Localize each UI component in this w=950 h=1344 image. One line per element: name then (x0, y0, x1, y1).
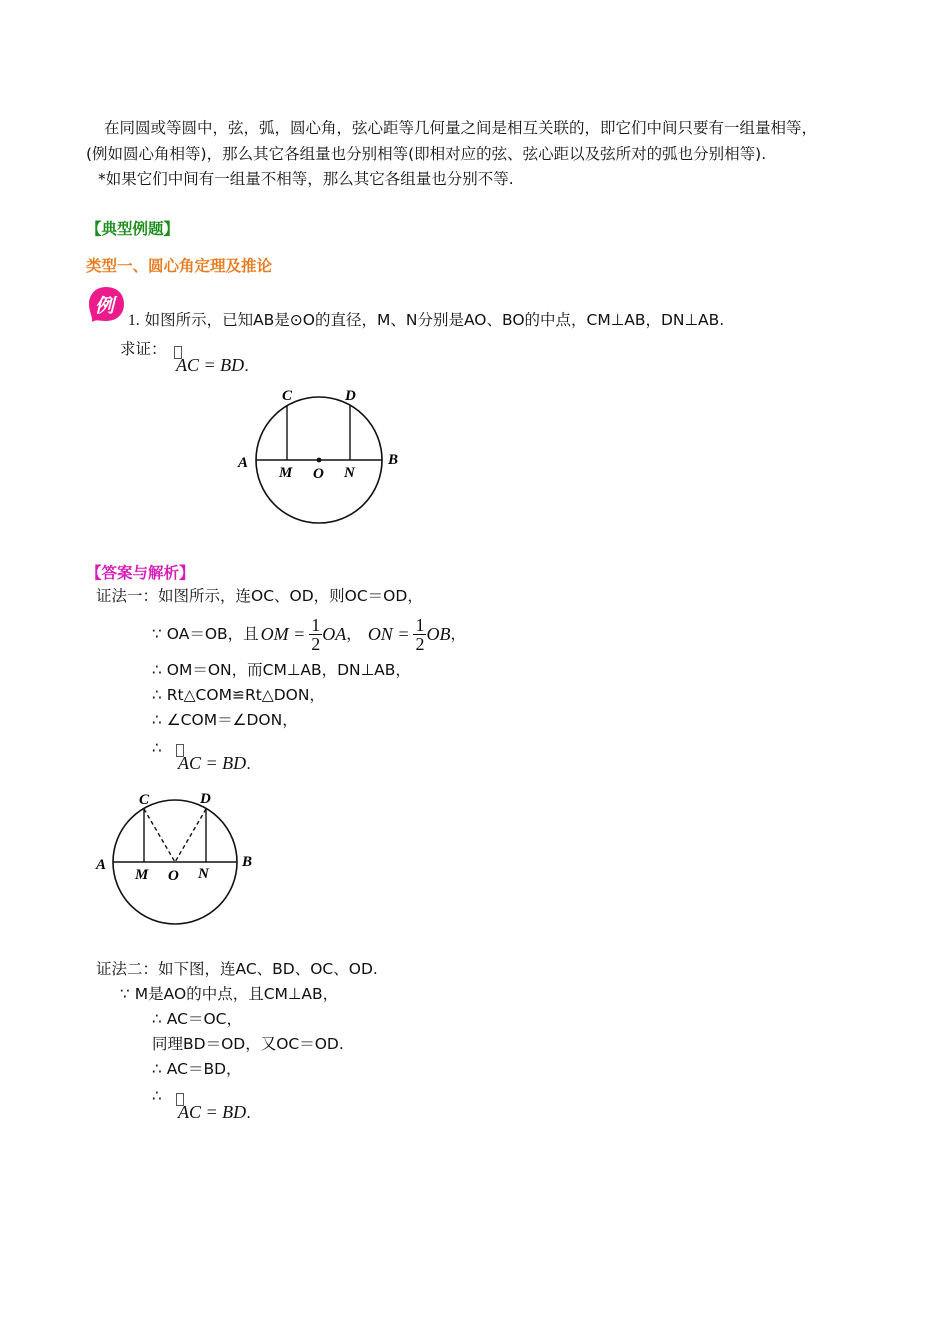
proof1-ob: OB (426, 624, 451, 644)
figure-1 (234, 380, 414, 530)
frac-num-2: 1 (415, 614, 425, 635)
frac-num-1: 1 (311, 614, 321, 635)
label-o: O (313, 466, 324, 482)
segment-oc-dashed (144, 809, 175, 862)
prove-expression (174, 346, 249, 376)
label-n: N (344, 465, 355, 481)
proof2-line-4: ∴ AC＝BD， (152, 1060, 242, 1078)
label-d: D (345, 388, 356, 404)
label-o-2: O (168, 868, 179, 884)
example-badge (86, 284, 126, 324)
frac-den-1: 2 (311, 633, 321, 654)
segment-od-dashed (175, 809, 206, 862)
intro-line-3: *如果它们中间有一组量不相等，那么其它各组量也分别不等. (98, 170, 514, 188)
figure-2 (92, 785, 262, 930)
proof1-conclusion-period: . (246, 755, 252, 773)
problem-text: 如图所示，已知AB是⊙O的直径，M、N分别是AO、BO的中点，CM⊥AB，DN⊥AB. (144, 311, 725, 329)
label-b: B (388, 452, 399, 468)
intro-line-2: (例如圆心角相等)，那么其它各组量也分别相等(即相对应的弦、弦心距以及弦所对的弧也分别相等). (86, 145, 767, 163)
label-d-2: D (200, 791, 211, 807)
frac-den-2: 2 (415, 633, 425, 654)
proof2-line-1: ∵ M是AO的中点，且CM⊥AB， (120, 985, 339, 1003)
proof1-line-4: ∴ ∠COM＝∠DON， (152, 711, 298, 729)
proof1-title: 证法一：如图所示，连OC、OD，则OC＝OD， (96, 587, 423, 605)
proof1-line-2: ∴ OM＝ON，而CM⊥AB，DN⊥AB， (152, 661, 411, 679)
label-m-2: M (135, 867, 149, 883)
proof2-line-5-prefix: ∴ (152, 1087, 162, 1105)
label-c-2: C (139, 792, 150, 808)
proof1-on: ON = (367, 624, 410, 644)
intro-line-1: 在同圆或等圆中，弦，弧，圆心角，弦心距等几何量之间是相互关联的，即它们中间只要有一组量相等， (104, 119, 818, 137)
fraction-half-2 (413, 616, 426, 653)
proof1-line-1 (152, 612, 466, 656)
proof1-line-5-prefix: ∴ (152, 739, 162, 757)
proof1-l1-prefix: ∵ OA＝OB，且 (152, 625, 259, 643)
type-title: 类型一、圆心角定理及推论 (86, 257, 273, 275)
proof1-comma: ， (346, 625, 362, 643)
label-c: C (282, 388, 293, 404)
label-a-2: A (96, 857, 107, 873)
label-m: M (279, 465, 293, 481)
problem-statement (128, 310, 724, 331)
label-a: A (238, 455, 249, 471)
label-b-2: B (242, 854, 253, 870)
fraction-half-1 (309, 616, 322, 653)
prove-label: 求证： (120, 340, 167, 358)
problem-number: 1. (128, 312, 140, 329)
label-n-2: N (198, 866, 209, 882)
proof2-line-3: 同理BD＝OD，又OC＝OD. (152, 1035, 344, 1053)
proof2-title: 证法二：如下图，连AC、BD、OC、OD. (96, 960, 378, 978)
proof1-l1-end: ， (450, 625, 466, 643)
proof1-conclusion-expr: AC = BD (178, 753, 247, 773)
proof1-om: OM = (260, 624, 306, 644)
proof1-conclusion (176, 744, 251, 774)
proof1-oa: OA (322, 624, 347, 644)
proof2-line-2: ∴ AC＝OC， (152, 1010, 242, 1028)
proof1-line-3: ∴ Rt△COM≌Rt△DON， (152, 686, 325, 704)
proof2-conclusion (176, 1093, 251, 1123)
center-point (317, 458, 322, 463)
answer-title: 【答案与解析】 (86, 564, 195, 582)
proof2-conclusion-period: . (246, 1104, 252, 1122)
example-badge-text: 例 (95, 295, 115, 317)
section-title: 【典型例题】 (86, 220, 180, 238)
prove-period: . (244, 357, 250, 375)
proof2-conclusion-expr: AC = BD (178, 1102, 247, 1122)
prove-expr-text: AC = BD (176, 355, 245, 375)
